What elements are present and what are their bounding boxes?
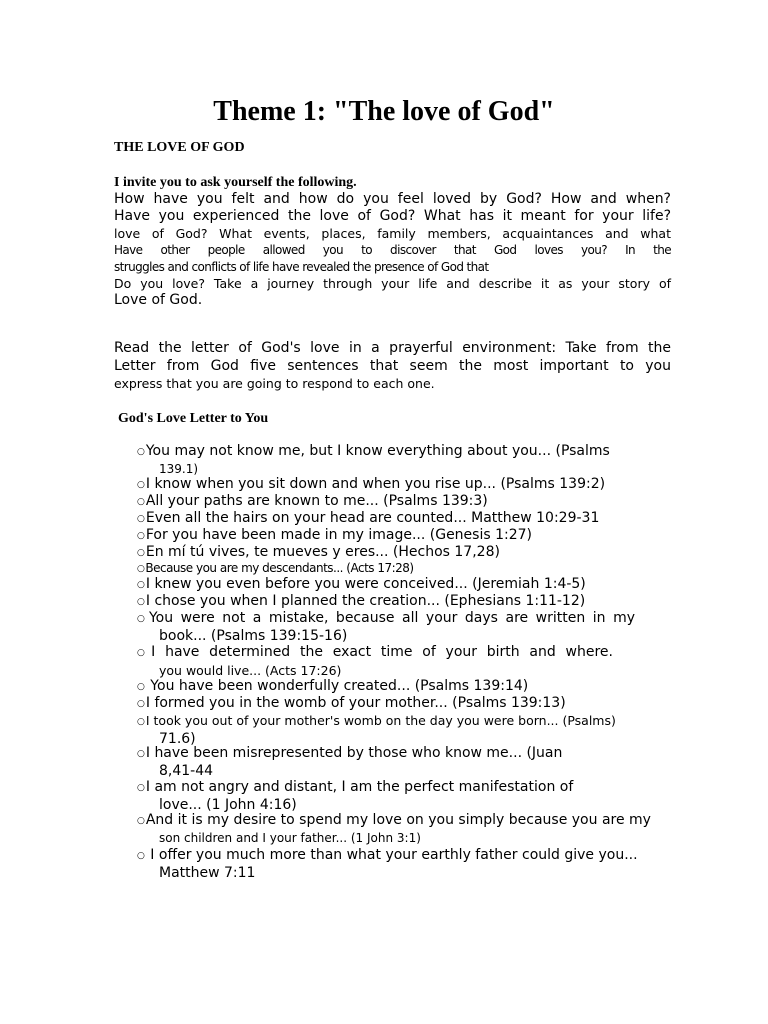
bullet-icon: ○ — [137, 480, 145, 490]
bullet-icon: ○ — [137, 580, 145, 590]
question-line: Do you love? Take a journey through your life and describe it as your story of — [114, 276, 671, 291]
bullet-icon: ○ — [137, 717, 145, 727]
bullet-icon: ○ — [137, 648, 151, 658]
list-item: ○I knew you even before you were conceived... (Jeremiah 1:4-5) — [137, 576, 586, 592]
bullet-icon: ○ — [137, 699, 145, 709]
list-item: ○For you have been made in my image... (Genesis 1:27) — [137, 527, 532, 543]
bullet-icon: ○ — [137, 816, 145, 826]
list-item: ○I formed you in the womb of your mother... (Psalms 139:13) — [137, 695, 566, 711]
list-item: ○En mí tú vives, te mueves y eres... (Hechos 17,28) — [137, 544, 500, 560]
list-item: ○ You have been wonderfully created... (Psalms 139:14) — [137, 678, 529, 694]
section-heading: THE LOVE OF GOD — [114, 140, 245, 155]
bullet-icon: ○ — [137, 597, 145, 607]
list-item: ○I am not angry and distant, I am the perfect manifestation of love... (1 John 4:16) — [137, 779, 574, 813]
list-item: ○And it is my desire to spend my love on you simply because you are my son children and I your father... (1 John 3:1) — [137, 812, 651, 845]
letter-heading: God's Love Letter to You — [118, 411, 269, 426]
list-item: ○You may not know me, but I know everything about you... (Psalms 139.1) — [137, 443, 610, 476]
bullet-icon: ○ — [137, 564, 145, 574]
read-paragraph-line: Read the letter of God's love in a prayerful environment: Take from the — [114, 340, 671, 356]
question-line: struggles and conflicts of life have revealed the presence of God that — [114, 260, 489, 274]
bullet-icon: ○ — [137, 514, 145, 524]
invite-text: I invite you to ask yourself the following. — [114, 175, 357, 190]
list-item: ○You were not a mistake, because all your days are written in my book... (Psalms 139:15-16) — [137, 610, 635, 644]
list-item: ○I took you out of your mother's womb on the day you were born... (Psalms) 71.6) — [137, 713, 616, 747]
bullet-icon: ○ — [137, 497, 145, 507]
list-item: ○I know when you sit down and when you rise up... (Psalms 139:2) — [137, 476, 606, 492]
bullet-icon: ○ — [137, 783, 145, 793]
list-item: ○I have determined the exact time of your birth and where. you would live... (Acts 17:26) — [137, 644, 613, 678]
question-line: Have other people allowed you to discover that God loves you? In the — [114, 243, 671, 257]
bullet-icon: ○ — [137, 548, 145, 558]
list-item: ○I have been misrepresented by those who know me... (Juan 8,41-44 — [137, 745, 563, 779]
question-line: Have you experienced the love of God? What has it meant for your life? — [114, 208, 671, 224]
bullet-icon: ○ — [137, 851, 145, 861]
bullet-icon: ○ — [137, 614, 148, 624]
bullet-icon: ○ — [137, 531, 145, 541]
list-item: ○Even all the hairs on your head are counted... Matthew 10:29-31 — [137, 510, 600, 526]
read-paragraph-line: express that you are going to respond to each one. — [114, 376, 435, 391]
read-paragraph-line: Letter from God five sentences that seem the most important to you — [114, 358, 671, 374]
page-title: Theme 1: "The love of God" — [213, 96, 555, 127]
bullet-icon: ○ — [137, 447, 145, 457]
list-item: ○ I offer you much more than what your earthly father could give you... Matthew 7:11 — [137, 847, 638, 881]
list-item: ○Because you are my descendants... (Acts 17:28) — [137, 561, 414, 575]
list-item: ○All your paths are known to me... (Psalms 139:3) — [137, 493, 488, 509]
bullet-icon: ○ — [137, 749, 145, 759]
question-line: How have you felt and how do you feel loved by God? How and when? — [114, 191, 671, 207]
question-line: love of God? What events, places, family members, acquaintances and what — [114, 226, 671, 241]
bullet-icon: ○ — [137, 682, 145, 692]
question-line: Love of God. — [114, 292, 203, 308]
list-item: ○I chose you when I planned the creation... (Ephesians 1:11-12) — [137, 593, 586, 609]
